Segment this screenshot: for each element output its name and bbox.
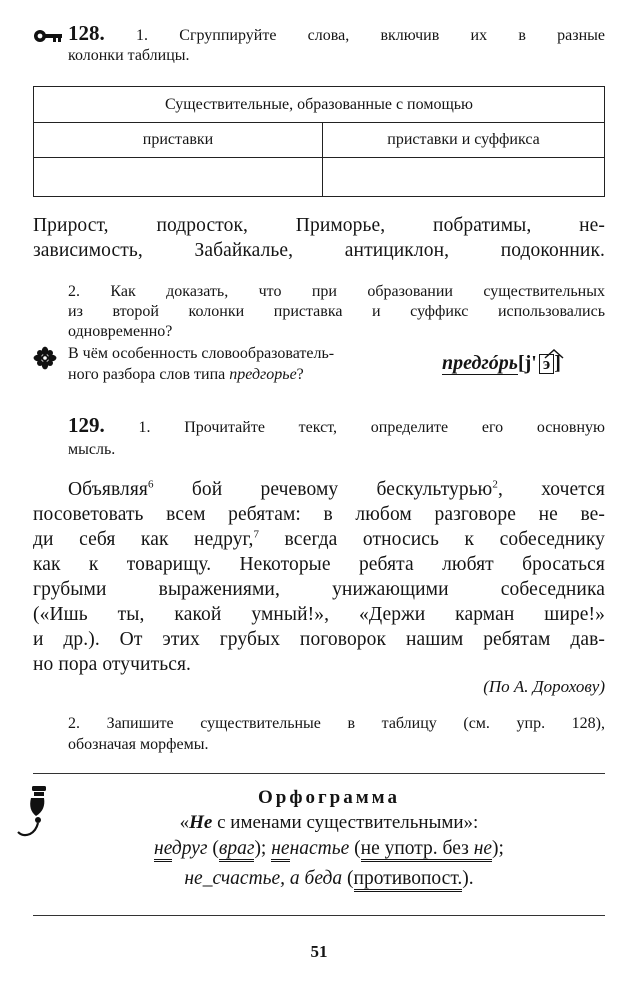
ex128-step1-line2: колонки таблицы. <box>68 47 190 64</box>
star-line2-word: предгорье <box>229 366 297 383</box>
ex129-text-line1 <box>68 478 605 502</box>
paren-close-1: ); <box>254 838 272 859</box>
orthogram-examples-line2 <box>0 868 638 890</box>
rule-text: с именами существительными»: <box>212 812 479 833</box>
ex129-text-line2: посоветовать всем ребятам: в любом разговоре не ве- <box>33 504 605 525</box>
table-header: Существительные, образованные с помощью <box>34 87 605 123</box>
text-line3-b: всегда относись к собеседнику <box>259 529 605 550</box>
ex-not-used: не употр. без <box>361 838 474 862</box>
parse-suffix-mark <box>544 346 564 364</box>
ex-nedrug-ne: не <box>154 838 172 862</box>
orthogram-examples-line1 <box>0 838 638 860</box>
ex129-number: 129. <box>68 413 105 437</box>
ex128-star-line2 <box>68 365 304 384</box>
orthogram-title: Орфограмма <box>258 787 400 808</box>
paren-close-2: ); <box>492 838 504 859</box>
ex128-words-line2: зависимость, Забайкалье, антициклон, подоконник. <box>33 240 605 261</box>
ex-nenastye-root: настье <box>289 838 350 859</box>
star-line2-qmark: ? <box>296 366 304 383</box>
ex129-q2-line2: обозначая морфемы. <box>68 736 209 753</box>
paren-open-2: ( <box>349 838 361 859</box>
star-line2-text: ного разбора слов типа <box>68 366 230 383</box>
page-number: 51 <box>310 942 328 961</box>
rule-ne: Не <box>189 812 213 833</box>
ex129-text-line7: и др.). От этих грубых поговорок нашим ребятам дав- <box>33 629 605 650</box>
ex129-step1-text: 1. Прочитайте текст, определите его основную <box>138 419 605 436</box>
ex129-step1 <box>68 413 605 437</box>
ex128-q2-line3: одновременно? <box>68 323 173 340</box>
text-line1-a: Объявляя <box>68 479 148 500</box>
asterisk-icon <box>33 346 57 375</box>
footnote-6: 6 <box>148 478 154 491</box>
parse-j-sound: j' <box>524 352 537 374</box>
ex128-number: 128. <box>68 21 105 45</box>
footnote-2: 2 <box>492 478 498 491</box>
ex3-ne: не <box>184 868 203 889</box>
orthogram-rule <box>0 812 638 834</box>
ex-nenastye-ne: не <box>271 838 289 862</box>
key-icon <box>33 28 63 49</box>
table-col-prefix: приставки <box>34 123 323 158</box>
ex128-step1-text: 1. Сгруппируйте слова, включив их в разные <box>136 27 606 44</box>
ex128-q2-line1: 2. Как доказать, что при образовании существительных <box>68 283 605 300</box>
paren-open-3: ( <box>342 868 354 889</box>
orthogram-top-rule <box>33 773 605 774</box>
ex128-words-line1: Прирост, подросток, Приморье, побратимы, не- <box>33 215 605 236</box>
ex128-step1 <box>68 21 606 45</box>
table-col-prefix-suffix: приставки и суффикса <box>323 123 605 158</box>
rule-quote-open: « <box>179 812 190 833</box>
ex3-contrast: противопост. <box>354 868 463 892</box>
ex-nedrug-root: друг <box>171 838 208 859</box>
ex129-text-line3 <box>33 528 605 552</box>
ex129-q2-line1: 2. Запишите существительные в таблицу (см. упр. 128), <box>68 715 605 732</box>
ex3-text: _счастье, а беда <box>202 868 343 889</box>
ex129-source: (По А. Дорохову) <box>483 677 605 696</box>
ex-not-used-ne: не <box>474 838 492 862</box>
ex-vrag: враг <box>219 838 255 862</box>
footnote-7: 7 <box>253 528 260 541</box>
ex128-q2-line2: из второй колонки приставка и суффикс использовались <box>68 303 605 320</box>
table-cell-prefix <box>34 158 323 197</box>
ex129-text-line5: грубыми выражениями, унижающими собеседника <box>33 579 605 600</box>
paren-close-3: ). <box>462 868 474 889</box>
text-line1-b: бой речевому бескультурью <box>153 479 493 500</box>
parse-ending: э <box>539 354 554 374</box>
parse-bracket-close: ] <box>554 352 561 374</box>
ex129-text-line4: как к товарищу. Некоторые ребята любят бросаться <box>33 554 605 575</box>
parse-stem: предгóрь <box>442 352 518 374</box>
orthogram-bottom-rule <box>33 915 605 916</box>
paren-open-1: ( <box>207 838 219 859</box>
ex128-star-line1: В чём особенность словообразователь- <box>68 345 335 362</box>
text-line3-a: ди себя как недруг, <box>33 529 254 550</box>
ex129-step1-line2: мысль. <box>68 441 116 458</box>
ex129-text-line6: («Ишь ты, какой умный!», «Держи карман шире!» <box>33 604 605 625</box>
parse-bracket-open: [ <box>517 352 525 374</box>
ex129-text-line8: но пора отучиться. <box>33 654 191 675</box>
text-line1-c: , хочется <box>497 479 605 500</box>
table-cell-prefix-suffix <box>323 158 605 197</box>
morpheme-table <box>33 86 605 197</box>
